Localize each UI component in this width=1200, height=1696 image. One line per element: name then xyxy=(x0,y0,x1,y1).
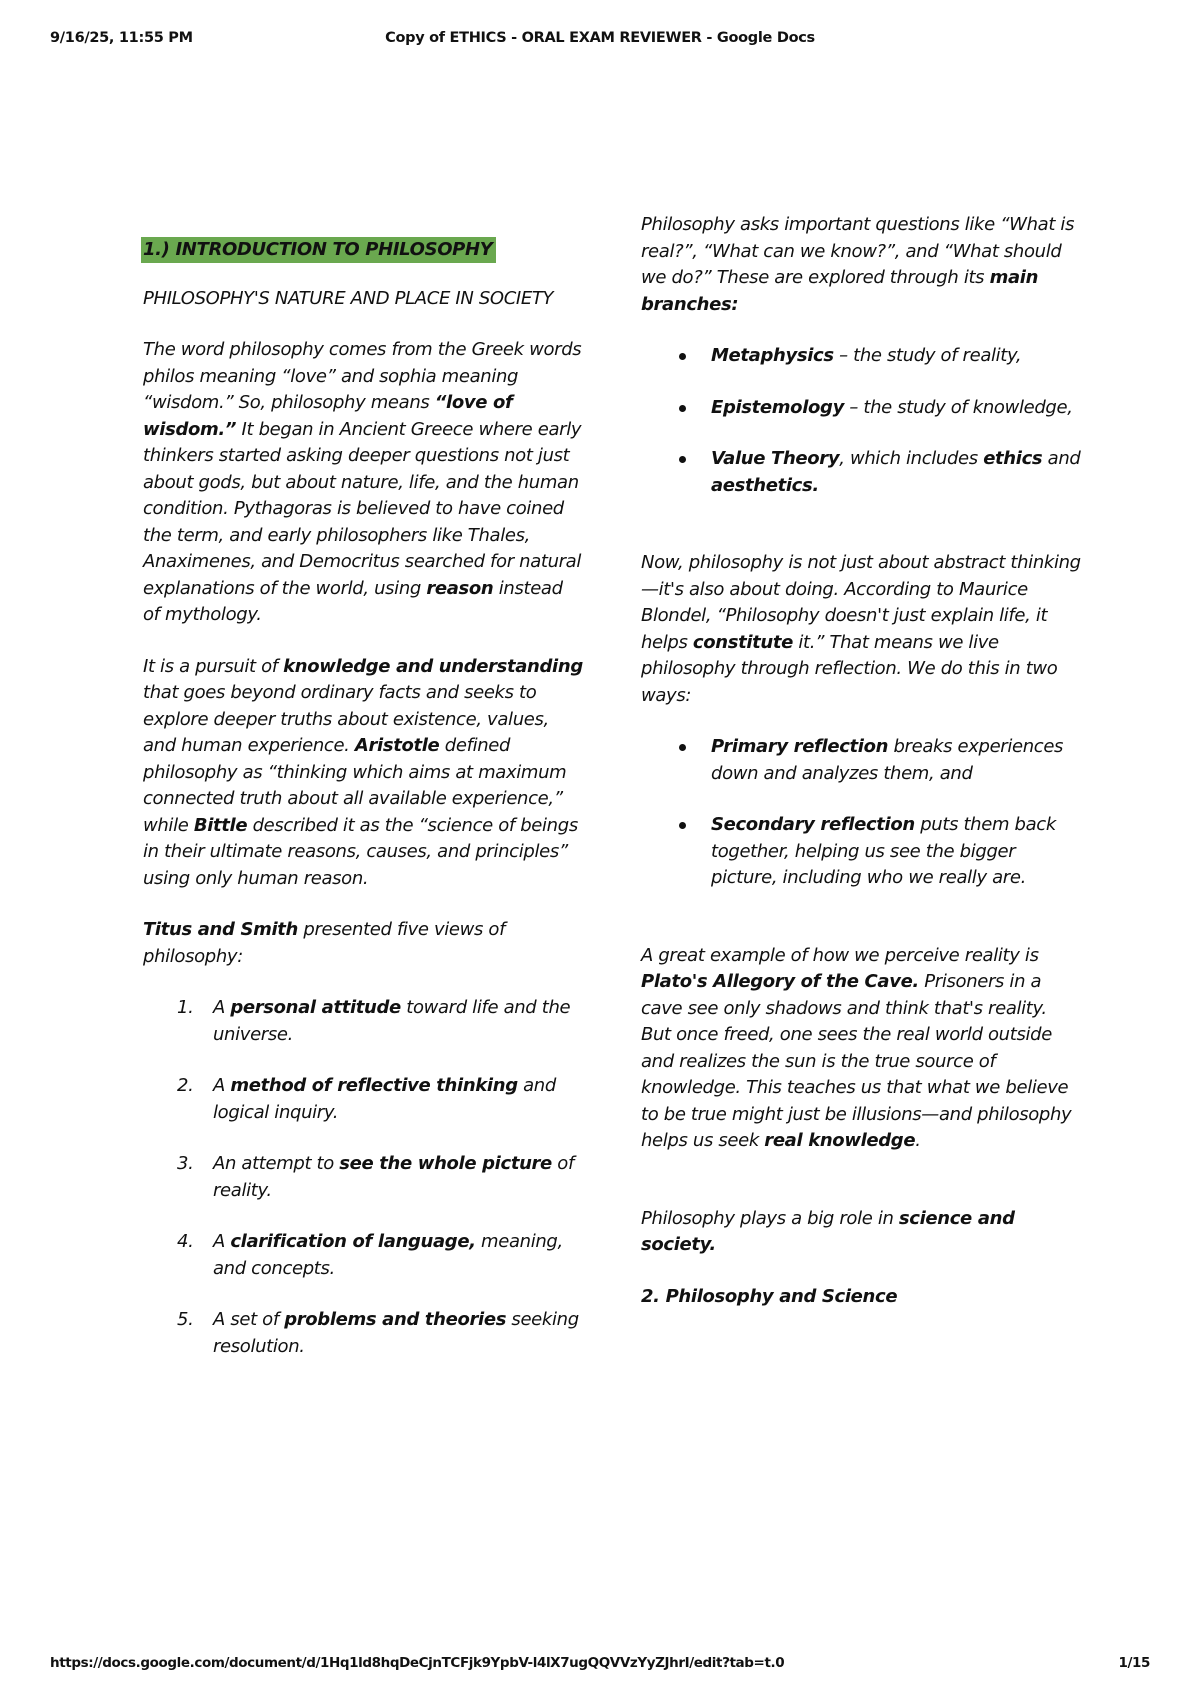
page-number: 1/15 xyxy=(1118,1655,1150,1671)
list-item: 4. A clarification of language, meaning, and concepts. xyxy=(177,1231,563,1279)
bullet-icon xyxy=(679,744,686,751)
section-heading: 1.) INTRODUCTION TO PHILOSOPHY xyxy=(141,237,496,263)
print-footer xyxy=(0,1655,1200,1675)
paragraph-origin: The word philosophy comes from the Greek words philos meaning “love” and sophia meaning “wisdom.” So, philosophy means “love of wisdom.” It began in Ancient Greece where early thinkers started asking deeper questions not just about gods, but about nature, life, and the human condition. Pythagoras is believed to have coined the term, and early philosophers like Thales, Anaximenes, and Democritus searched for natural explanations of the world, using reason instead of mythology. xyxy=(143,339,582,625)
list-item: 3. An attempt to see the whole picture of reality. xyxy=(177,1153,574,1201)
list-item: Value Theory, which includes ethics and aesthetics. xyxy=(641,446,1081,499)
list-item: Primary reflection breaks experiences down and analyzes them, and xyxy=(641,734,1081,787)
list-item: 1. A personal attitude toward life and the universe. xyxy=(177,997,571,1045)
list-item: 5. A set of problems and theories seeking resolution. xyxy=(177,1309,579,1357)
document-url: https://docs.google.com/document/d/1Hq1ld8hqDeCjnTCFjk9YpbV-l4lX7ugQQVVzYyZJhrI/edit?tab=t.0 xyxy=(50,1655,785,1671)
paragraph-science-society: Philosophy plays a big role in science and society. xyxy=(641,1207,1015,1255)
bullet-icon xyxy=(679,822,686,829)
bullet-icon xyxy=(679,353,686,360)
subheading: PHILOSOPHY'S NATURE AND PLACE IN SOCIETY xyxy=(143,287,554,309)
paragraph-definition: It is a pursuit of knowledge and understanding that goes beyond ordinary facts and seeks to explore deeper truths about existence, values, and human experience. Aristotle defined philosophy as “thinking which aims at maximum connected truth about all available experience,” while Bittle described it as the “science of beings in their ultimate reasons, causes, and principles” using only human reason. xyxy=(143,655,583,889)
document-title: Copy of ETHICS - ORAL EXAM REVIEWER - Google Docs xyxy=(385,30,815,46)
paragraph-doing: Now, philosophy is not just about abstract thinking—it's also about doing. According to Maurice Blondel, “Philosophy doesn't just explain life, it helps constitute it.” That means we live philosophy through reflection. We do this in two ways: xyxy=(641,552,1081,706)
left-column xyxy=(143,237,583,1360)
list-item: Metaphysics – the study of reality, xyxy=(641,343,1081,370)
section-2-heading: 2. Philosophy and Science xyxy=(641,1285,898,1307)
print-datetime: 9/16/25, 11:55 PM xyxy=(50,30,193,46)
list-item: Epistemology – the study of knowledge, xyxy=(641,395,1081,422)
right-column xyxy=(641,212,1081,1310)
list-item: Secondary reflection puts them back together, helping us see the bigger picture, including who we really are. xyxy=(641,812,1081,892)
bullet-icon xyxy=(679,405,686,412)
paragraph-questions: Philosophy asks important questions like “What is real?”, “What can we know?”, and “What should we do?” These are explored through its main branches: xyxy=(641,214,1075,315)
branches-list xyxy=(641,343,1081,499)
paragraph-views-intro: Titus and Smith presented five views of philosophy: xyxy=(143,919,506,967)
views-list xyxy=(143,995,583,1360)
print-header xyxy=(0,30,1200,50)
reflection-list xyxy=(641,734,1081,892)
paragraph-cave: A great example of how we perceive reality is Plato's Allegory of the Cave. Prisoners in a cave see only shadows and think that's reality. But once freed, one sees the real world outside and realizes the sun is the true source of knowledge. This teaches us that what we believe to be true might just be illusions—and philosophy helps us seek real knowledge. xyxy=(641,944,1072,1151)
bullet-icon xyxy=(679,456,686,463)
list-item: 2. A method of reflective thinking and logical inquiry. xyxy=(177,1075,556,1123)
